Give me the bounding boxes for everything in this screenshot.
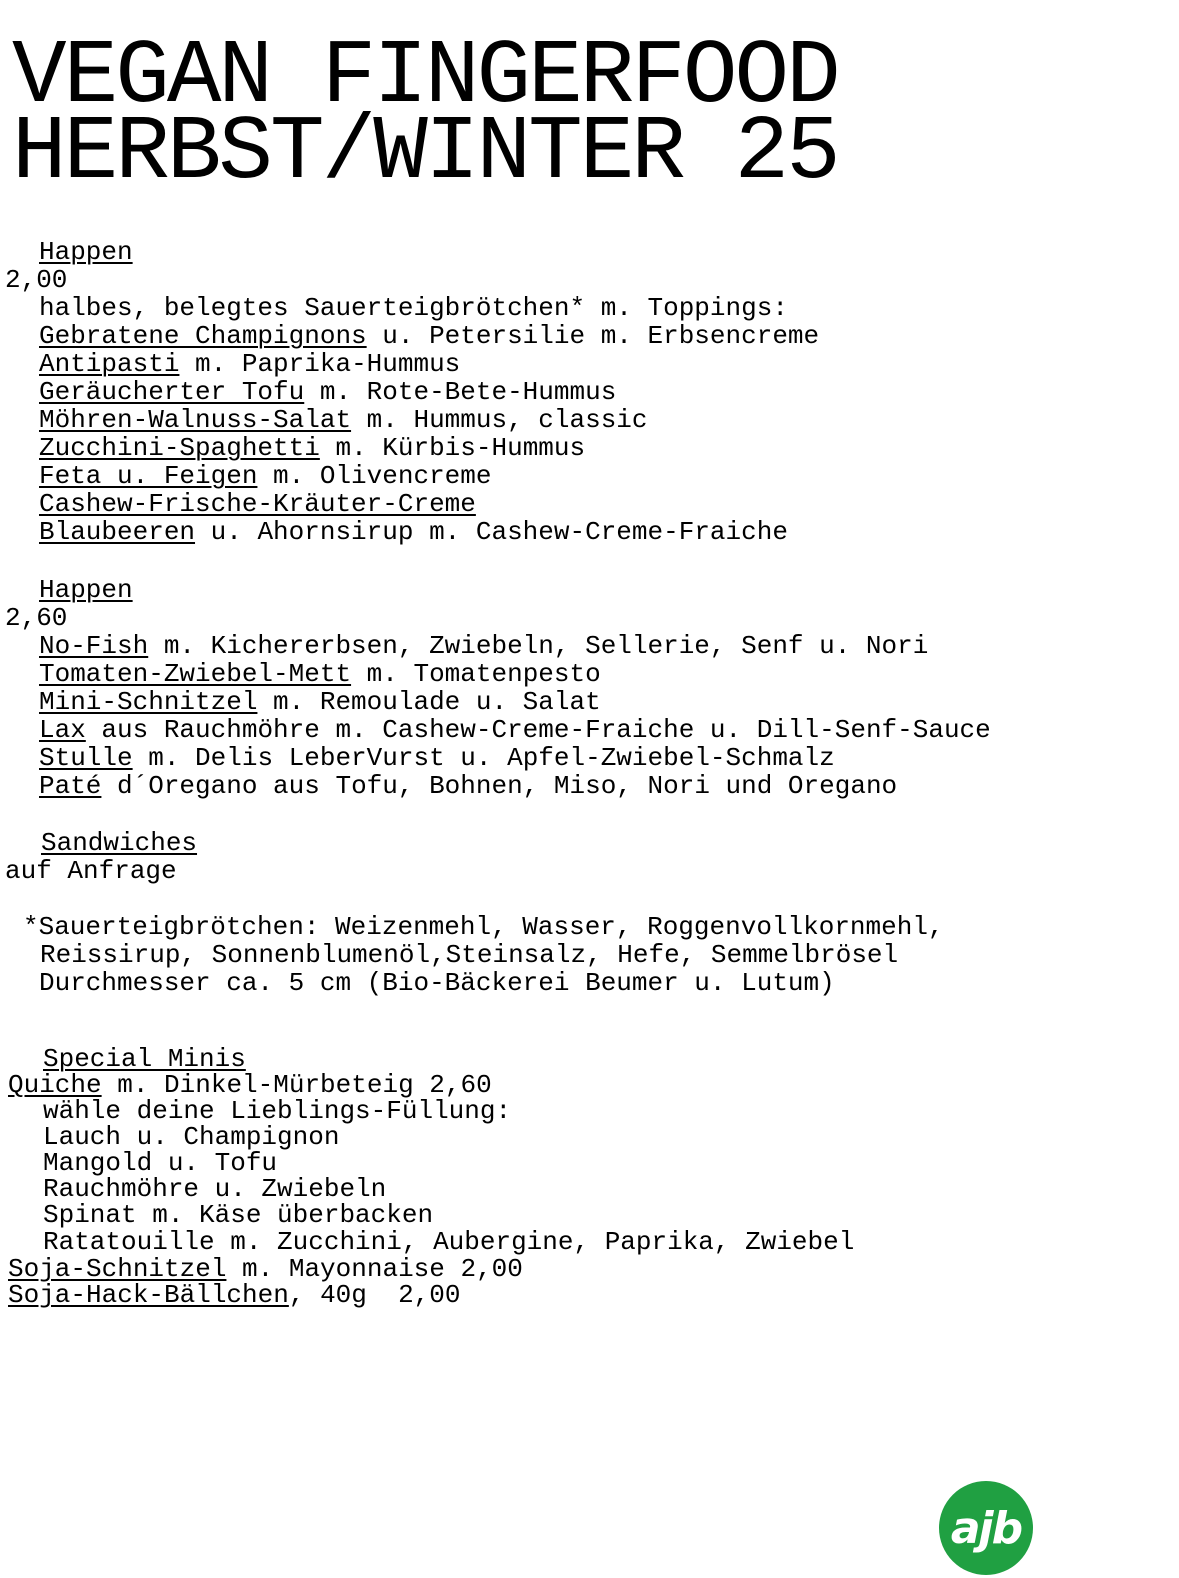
list-item: No-Fish m. Kichererbsen, Zwiebeln, Sellerie, Senf u. Nori	[39, 631, 929, 661]
list-item: Cashew-Frische-Kräuter-Creme	[39, 489, 476, 519]
title-line-1: VEGAN FINGERFOOD	[12, 26, 838, 129]
special-choose: wähle deine Lieblings-Füllung:	[43, 1096, 512, 1126]
section2-heading: Happen	[39, 575, 133, 605]
list-item: Gebratene Champignons u. Petersilie m. Erbsencreme	[39, 321, 820, 351]
list-item: Soja-Hack-Bällchen, 40g 2,00	[8, 1280, 461, 1310]
footnote-line-1: *Sauerteigbrötchen: Weizenmehl, Wasser, Roggenvollkornmehl,	[23, 912, 944, 942]
footnote-line-2: Reissirup, Sonnenblumenöl,Steinsalz, Hefe, Semmelbrösel	[40, 940, 899, 970]
list-item: Soja-Schnitzel m. Mayonnaise 2,00	[8, 1254, 523, 1284]
list-item: Paté d´Oregano aus Tofu, Bohnen, Miso, Nori und Oregano	[39, 771, 898, 801]
list-item: Rauchmöhre u. Zwiebeln	[43, 1174, 387, 1204]
list-item: Zucchini-Spaghetti m. Kürbis-Hummus	[39, 433, 586, 463]
list-item: Stulle m. Delis LeberVurst u. Apfel-Zwiebel-Schmalz	[39, 743, 835, 773]
section1-price: 2,00	[5, 265, 68, 295]
title-line-2: HERBST/WINTER 25	[12, 102, 838, 205]
list-item: Geräucherter Tofu m. Rote-Bete-Hummus	[39, 377, 617, 407]
page-title	[12, 26, 838, 205]
list-item: Spinat m. Käse überbacken	[43, 1200, 434, 1230]
list-item: Quiche m. Dinkel-Mürbeteig 2,60	[8, 1070, 492, 1100]
list-item: Mangold u. Tofu	[43, 1148, 278, 1178]
list-item: Möhren-Walnuss-Salat m. Hummus, classic	[39, 405, 648, 435]
list-item: Blaubeeren u. Ahornsirup m. Cashew-Creme-Fraiche	[39, 517, 788, 547]
section2-price: 2,60	[5, 603, 68, 633]
ajb-logo	[939, 1481, 1033, 1575]
list-item: Ratatouille m. Zucchini, Aubergine, Paprika, Zwiebel	[43, 1227, 855, 1257]
list-item: Lauch u. Champignon	[43, 1122, 340, 1152]
logo-text: ajb	[950, 1502, 1022, 1554]
section1-heading: Happen	[39, 237, 133, 267]
list-item: Antipasti m. Paprika-Hummus	[39, 349, 461, 379]
section1-intro: halbes, belegtes Sauerteigbrötchen* m. Toppings:	[39, 293, 788, 323]
sandwiches-note: auf Anfrage	[5, 856, 177, 886]
footnote-line-3: Durchmesser ca. 5 cm (Bio-Bäckerei Beumer u. Lutum)	[39, 968, 835, 998]
list-item: Tomaten-Zwiebel-Mett m. Tomatenpesto	[39, 659, 601, 689]
list-item: Feta u. Feigen m. Olivencreme	[39, 461, 492, 491]
special-heading: Special Minis	[43, 1044, 246, 1074]
list-item: Lax aus Rauchmöhre m. Cashew-Creme-Fraiche u. Dill-Senf-Sauce	[39, 715, 991, 745]
list-item: Mini-Schnitzel m. Remoulade u. Salat	[39, 687, 601, 717]
sandwiches-heading: Sandwiches	[41, 828, 198, 858]
